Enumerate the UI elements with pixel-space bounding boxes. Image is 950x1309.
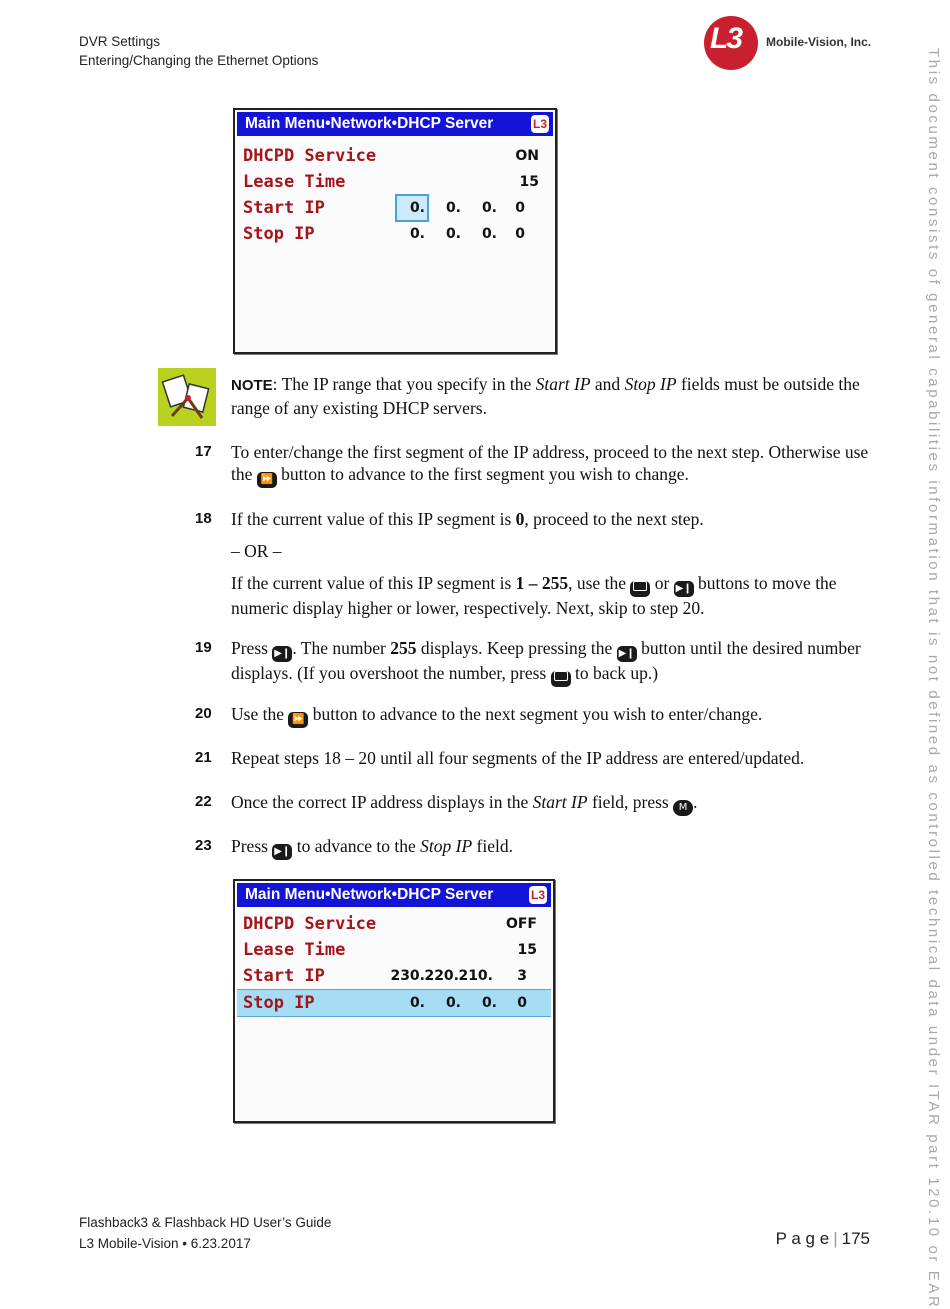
note-paragraph: NOTE: The IP range that you specify in the Start IP and Stop IP fields must be outside the range of any existing DHCP servers. <box>231 374 860 418</box>
logo-company-name: Mobile-Vision, Inc. <box>766 35 872 49</box>
footer-publisher-date: L3 Mobile-Vision • 6.23.2017 <box>79 1236 251 1251</box>
l3-badge-icon: L3 <box>532 117 547 131</box>
itar-side-notice: This document consists of general capabilities information that is not defined as controlled technical data under ITAR part 120.10 or EAR <box>925 48 942 1309</box>
play-pause-button-icon: ▶❙ <box>272 646 292 662</box>
blank-button-icon <box>551 671 571 687</box>
row-dhcpd-service: DHCPD Service ON <box>243 146 539 166</box>
page-separator: | <box>833 1229 838 1248</box>
start-ip-value: 230. 220. 210. 3 <box>390 968 527 984</box>
note-heading: NOTE <box>231 377 273 394</box>
row-start-ip: Start IP 230. 220. 210. 3 <box>237 963 551 989</box>
fast-forward-button-icon: ⏩ <box>288 712 308 728</box>
blank-button-icon <box>630 581 650 597</box>
row-dhcpd-service: DHCPD Service OFF <box>243 914 537 934</box>
header-section: DVR Settings <box>79 34 161 49</box>
stop-ip-value: 0. 0. 0. 0 <box>409 226 525 242</box>
l3-badge-icon: L3 <box>530 888 545 902</box>
row-stop-ip-selected: Stop IP 0. 0. 0. 0 <box>237 989 551 1017</box>
row-lease-time: Lease Time 15 <box>243 940 537 960</box>
play-pause-button-icon: ▶❙ <box>617 646 637 662</box>
row-start-ip: Start IP 0. 0. 0. 0 <box>237 195 553 221</box>
row-lease-time: Lease Time 15 <box>243 172 539 192</box>
company-logo <box>704 16 874 70</box>
dvr-screen-dhcp-2 <box>233 879 555 1123</box>
play-pause-button-icon: ▶❙ <box>674 581 694 597</box>
screen-title-bar: Main Menu•Network•DHCP Server L3 <box>237 112 553 136</box>
or-separator: – OR – <box>231 541 282 561</box>
note-icon <box>158 368 216 426</box>
page-header <box>79 32 318 70</box>
row-stop-ip: Stop IP 0. 0. 0. 0 <box>237 221 553 247</box>
dvr-screen-dhcp-1 <box>233 108 557 354</box>
fast-forward-button-icon: ⏩ <box>257 472 277 488</box>
screen-title-bar: Main Menu•Network•DHCP Server L3 <box>237 883 551 907</box>
menu-m-button-icon: M <box>673 800 693 816</box>
logo-circle: L3 <box>704 16 758 70</box>
footer-guide-title: Flashback3 & Flashback HD User’s Guide <box>79 1215 332 1230</box>
header-subsection: Entering/Changing the Ethernet Options <box>79 53 319 68</box>
page-number: P a g e | 175 <box>775 1229 870 1248</box>
start-ip-value: 0. 0. 0. 0 <box>389 195 539 221</box>
stop-ip-value: 0. 0. 0. 0 <box>409 995 527 1011</box>
page-footer <box>79 1212 331 1254</box>
play-pause-button-icon: ▶❙ <box>272 844 292 860</box>
